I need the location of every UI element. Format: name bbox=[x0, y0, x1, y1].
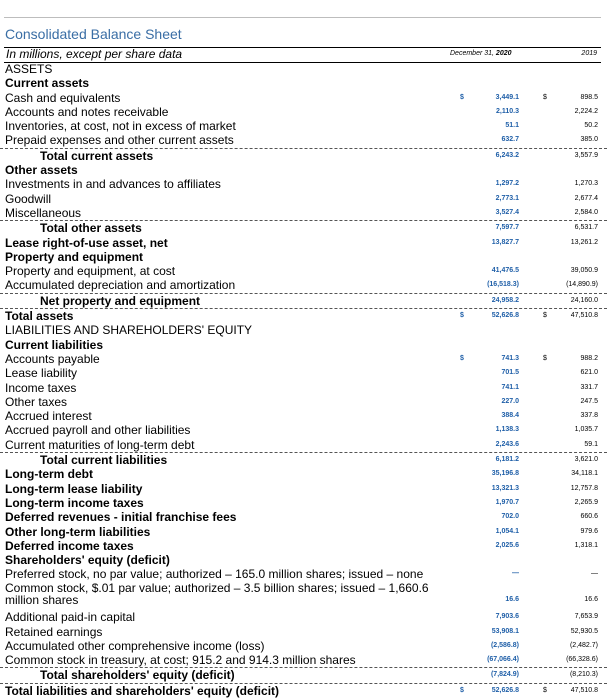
value-2020: 2,110.3 bbox=[496, 107, 519, 115]
value-2020: (67,066.4) bbox=[487, 656, 519, 664]
value-2019: (8,210.3) bbox=[569, 671, 598, 679]
table-row bbox=[0, 438, 607, 452]
value-2019: 337.8 bbox=[580, 412, 598, 420]
currency-2020: $ bbox=[460, 312, 464, 320]
table-row bbox=[0, 525, 607, 539]
row-label: Accrued payroll and other liabilities bbox=[5, 423, 191, 438]
table-row bbox=[0, 148, 607, 163]
row-label: Goodwill bbox=[5, 191, 52, 206]
value-2019: 52,930.5 bbox=[570, 627, 598, 635]
value-2019: 6,531.7 bbox=[574, 224, 598, 232]
row-label: Deferred revenues - initial franchise fees bbox=[5, 510, 237, 525]
value-2019: 2,677.4 bbox=[574, 194, 598, 202]
table-row bbox=[0, 352, 607, 366]
value-2019: 898.5 bbox=[580, 93, 598, 101]
table-row bbox=[0, 639, 607, 653]
value-2020: 6,243.2 bbox=[495, 151, 519, 159]
row-label: Current maturities of long-term debt bbox=[5, 437, 195, 452]
value-2020: 632.7 bbox=[501, 136, 519, 144]
value-2019: 988.2 bbox=[580, 354, 598, 362]
value-2019: 1,035.7 bbox=[574, 426, 598, 434]
table-row bbox=[0, 625, 607, 639]
units-label: In millions, except per share data bbox=[6, 47, 183, 61]
table-row bbox=[0, 177, 607, 191]
value-2019: 2,224.2 bbox=[574, 107, 598, 115]
value-2019: (66,328.6) bbox=[566, 656, 598, 664]
row-label: Inventories, at cost, not in excess of market bbox=[5, 119, 236, 134]
value-2020: 2,025.6 bbox=[495, 541, 519, 549]
table-row bbox=[0, 293, 607, 308]
table-row bbox=[0, 381, 607, 395]
value-2019: 1,318.1 bbox=[574, 541, 598, 549]
value-2020: 13,827.7 bbox=[491, 238, 519, 246]
year-prior: 2019 bbox=[581, 50, 597, 57]
row-label: Retained earnings bbox=[5, 624, 103, 639]
row-label: Common stock, $.01 par value; authorized – 3.5 billion shares; issued – 1,660.6 million shares bbox=[5, 580, 429, 608]
table-row bbox=[0, 206, 607, 220]
row-label: Accumulated depreciation and amortization bbox=[5, 278, 236, 293]
table-row bbox=[0, 91, 607, 105]
table-row bbox=[0, 76, 607, 90]
row-label: Common stock in treasury, at cost; 915.2 and 914.3 million shares bbox=[5, 653, 356, 668]
value-2019: 2,265.9 bbox=[574, 498, 598, 506]
table-row bbox=[0, 236, 607, 250]
row-label: Accounts and notes receivable bbox=[5, 104, 169, 119]
currency-2020: $ bbox=[460, 686, 464, 694]
row-label: Total liabilities and shareholders' equity (deficit) bbox=[5, 683, 280, 698]
date-prefix: December 31, bbox=[450, 50, 496, 57]
row-label: Net property and equipment bbox=[40, 293, 201, 308]
value-2019: (2,482.7) bbox=[569, 641, 598, 649]
table-row bbox=[0, 105, 607, 119]
table-row bbox=[0, 409, 607, 423]
table-row bbox=[0, 264, 607, 278]
row-label: Other long-term liabilities bbox=[5, 524, 151, 539]
table-row bbox=[0, 467, 607, 481]
value-2020: 7,597.7 bbox=[495, 224, 519, 232]
column-header bbox=[4, 47, 601, 63]
value-2020: 741.3 bbox=[501, 354, 519, 362]
value-2020: 702.0 bbox=[501, 513, 519, 521]
table-row bbox=[0, 553, 607, 567]
table-row bbox=[0, 250, 607, 264]
value-2020: 3,449.1 bbox=[495, 93, 519, 101]
year-current: 2020 bbox=[495, 50, 512, 57]
row-label: Miscellaneous bbox=[5, 205, 82, 220]
value-2019: — bbox=[591, 570, 598, 578]
table-row bbox=[0, 308, 607, 323]
row-label: Deferred income taxes bbox=[5, 538, 134, 553]
row-label: Accumulated other comprehensive income (loss) bbox=[5, 638, 265, 653]
table-row bbox=[0, 683, 607, 698]
value-2020: 741.1 bbox=[501, 383, 519, 391]
table-row bbox=[0, 539, 607, 553]
value-2020: (16,518.3) bbox=[487, 281, 519, 289]
table-row bbox=[0, 338, 607, 352]
value-2020: 24,958.2 bbox=[491, 296, 519, 304]
currency-2019: $ bbox=[543, 354, 547, 362]
value-2019: 3,557.9 bbox=[574, 151, 598, 159]
value-2020: 51.1 bbox=[505, 122, 519, 130]
value-2019: 979.6 bbox=[580, 527, 598, 535]
value-2019: 621.0 bbox=[580, 369, 598, 377]
row-label: Total other assets bbox=[40, 221, 142, 236]
top-divider bbox=[4, 17, 601, 18]
table-row bbox=[0, 567, 607, 581]
table-row bbox=[0, 278, 607, 292]
row-label: Prepaid expenses and other current assets bbox=[5, 133, 234, 148]
value-2020: 16.6 bbox=[505, 595, 519, 603]
value-2019: 47,510.8 bbox=[570, 686, 598, 694]
table-row bbox=[0, 366, 607, 380]
row-label: Investments in and advances to affiliates bbox=[5, 177, 221, 192]
value-2019: 7,653.9 bbox=[574, 613, 598, 621]
value-2019: 24,160.0 bbox=[570, 296, 598, 304]
value-2020: 6,181.2 bbox=[495, 456, 519, 464]
value-2019: 331.7 bbox=[580, 383, 598, 391]
currency-2019: $ bbox=[543, 312, 547, 320]
row-label: Total current liabilities bbox=[40, 453, 168, 468]
currency-2020: $ bbox=[460, 93, 464, 101]
table-row bbox=[0, 582, 607, 611]
table-row bbox=[0, 62, 607, 76]
row-label: Property and equipment, at cost bbox=[5, 264, 176, 279]
value-2019: 1,270.3 bbox=[574, 180, 598, 188]
table-row bbox=[0, 510, 607, 524]
currency-2020: $ bbox=[460, 354, 464, 362]
table-row bbox=[0, 192, 607, 206]
row-label: Total current assets bbox=[40, 148, 154, 163]
value-2020: 7,903.6 bbox=[495, 613, 519, 621]
row-label: Other taxes bbox=[5, 394, 68, 409]
value-2020: 2,773.1 bbox=[495, 194, 519, 202]
row-label: Current liabilities bbox=[5, 337, 104, 352]
row-label: Accounts payable bbox=[5, 351, 100, 366]
table-row bbox=[0, 452, 607, 467]
row-label: Current assets bbox=[5, 76, 90, 91]
value-2020: 3,527.4 bbox=[495, 208, 519, 216]
value-2019: 59.1 bbox=[584, 440, 598, 448]
value-2020: 52,626.8 bbox=[491, 686, 519, 694]
value-2020: 13,321.3 bbox=[491, 484, 519, 492]
row-label: Long-term lease liability bbox=[5, 481, 143, 496]
value-2019: 16.6 bbox=[584, 595, 598, 603]
value-2020: 1,138.3 bbox=[495, 426, 519, 434]
value-2020: 53,908.1 bbox=[491, 627, 519, 635]
table-row bbox=[0, 496, 607, 510]
value-2020: (7,824.9) bbox=[490, 671, 519, 679]
table-row bbox=[0, 220, 607, 235]
value-2020: 1,054.1 bbox=[495, 527, 519, 535]
row-label: Total assets bbox=[5, 309, 74, 324]
row-label: Cash and equivalents bbox=[5, 90, 121, 105]
value-2020: 388.4 bbox=[501, 412, 519, 420]
row-label: Total shareholders' equity (deficit) bbox=[40, 668, 235, 683]
row-label: Additional paid-in capital bbox=[5, 610, 136, 625]
table-row bbox=[0, 667, 607, 682]
table-row bbox=[0, 133, 607, 147]
value-2020: 1,297.2 bbox=[495, 180, 519, 188]
value-2019: 247.5 bbox=[580, 397, 598, 405]
row-label: Accrued interest bbox=[5, 409, 92, 424]
value-2019: 3,621.0 bbox=[574, 456, 598, 464]
value-2019: 39,050.9 bbox=[570, 267, 598, 275]
row-label: Property and equipment bbox=[5, 249, 144, 264]
balance-sheet-table bbox=[0, 62, 607, 698]
value-2019: 385.0 bbox=[580, 136, 598, 144]
value-2020: 35,196.8 bbox=[491, 470, 519, 478]
row-label: Income taxes bbox=[5, 380, 77, 395]
row-label: LIABILITIES AND SHAREHOLDERS' EQUITY bbox=[5, 323, 253, 338]
row-label: Long-term debt bbox=[5, 467, 93, 482]
value-2019: 50.2 bbox=[584, 122, 598, 130]
value-2019: 12,757.8 bbox=[570, 484, 598, 492]
value-2020: (2,586.8) bbox=[490, 641, 519, 649]
table-row bbox=[0, 119, 607, 133]
currency-2019: $ bbox=[543, 686, 547, 694]
row-label: Long-term income taxes bbox=[5, 495, 144, 510]
value-2019: 13,261.2 bbox=[570, 238, 598, 246]
value-2019: (14,890.9) bbox=[566, 281, 598, 289]
value-2020: — bbox=[512, 570, 519, 578]
row-label: Lease right-of-use asset, net bbox=[5, 235, 168, 250]
table-row bbox=[0, 395, 607, 409]
value-2020: 701.5 bbox=[501, 369, 519, 377]
value-2019: 34,118.1 bbox=[571, 470, 598, 478]
row-label: Lease liability bbox=[5, 366, 78, 381]
currency-2019: $ bbox=[543, 93, 547, 101]
value-2020: 1,970.7 bbox=[495, 498, 519, 506]
value-2019: 47,510.8 bbox=[570, 312, 598, 320]
date-header bbox=[450, 50, 512, 57]
value-2020: 227.0 bbox=[501, 397, 519, 405]
value-2020: 2,243.6 bbox=[495, 440, 519, 448]
value-2020: 52,626.8 bbox=[491, 312, 519, 320]
table-row bbox=[0, 323, 607, 337]
table-row bbox=[0, 653, 607, 667]
value-2019: 2,584.0 bbox=[574, 208, 598, 216]
table-row bbox=[0, 482, 607, 496]
table-row bbox=[0, 163, 607, 177]
value-2019: 660.6 bbox=[580, 513, 598, 521]
row-label: Preferred stock, no par value; authorized – 165.0 million shares; issued – none bbox=[5, 567, 424, 582]
row-label: Other assets bbox=[5, 163, 78, 178]
table-row bbox=[0, 423, 607, 437]
value-2020: 41,476.5 bbox=[491, 267, 519, 275]
row-label: ASSETS bbox=[5, 62, 53, 76]
page-title: Consolidated Balance Sheet bbox=[5, 26, 182, 42]
row-label: Shareholders' equity (deficit) bbox=[5, 553, 170, 568]
table-row bbox=[0, 610, 607, 624]
